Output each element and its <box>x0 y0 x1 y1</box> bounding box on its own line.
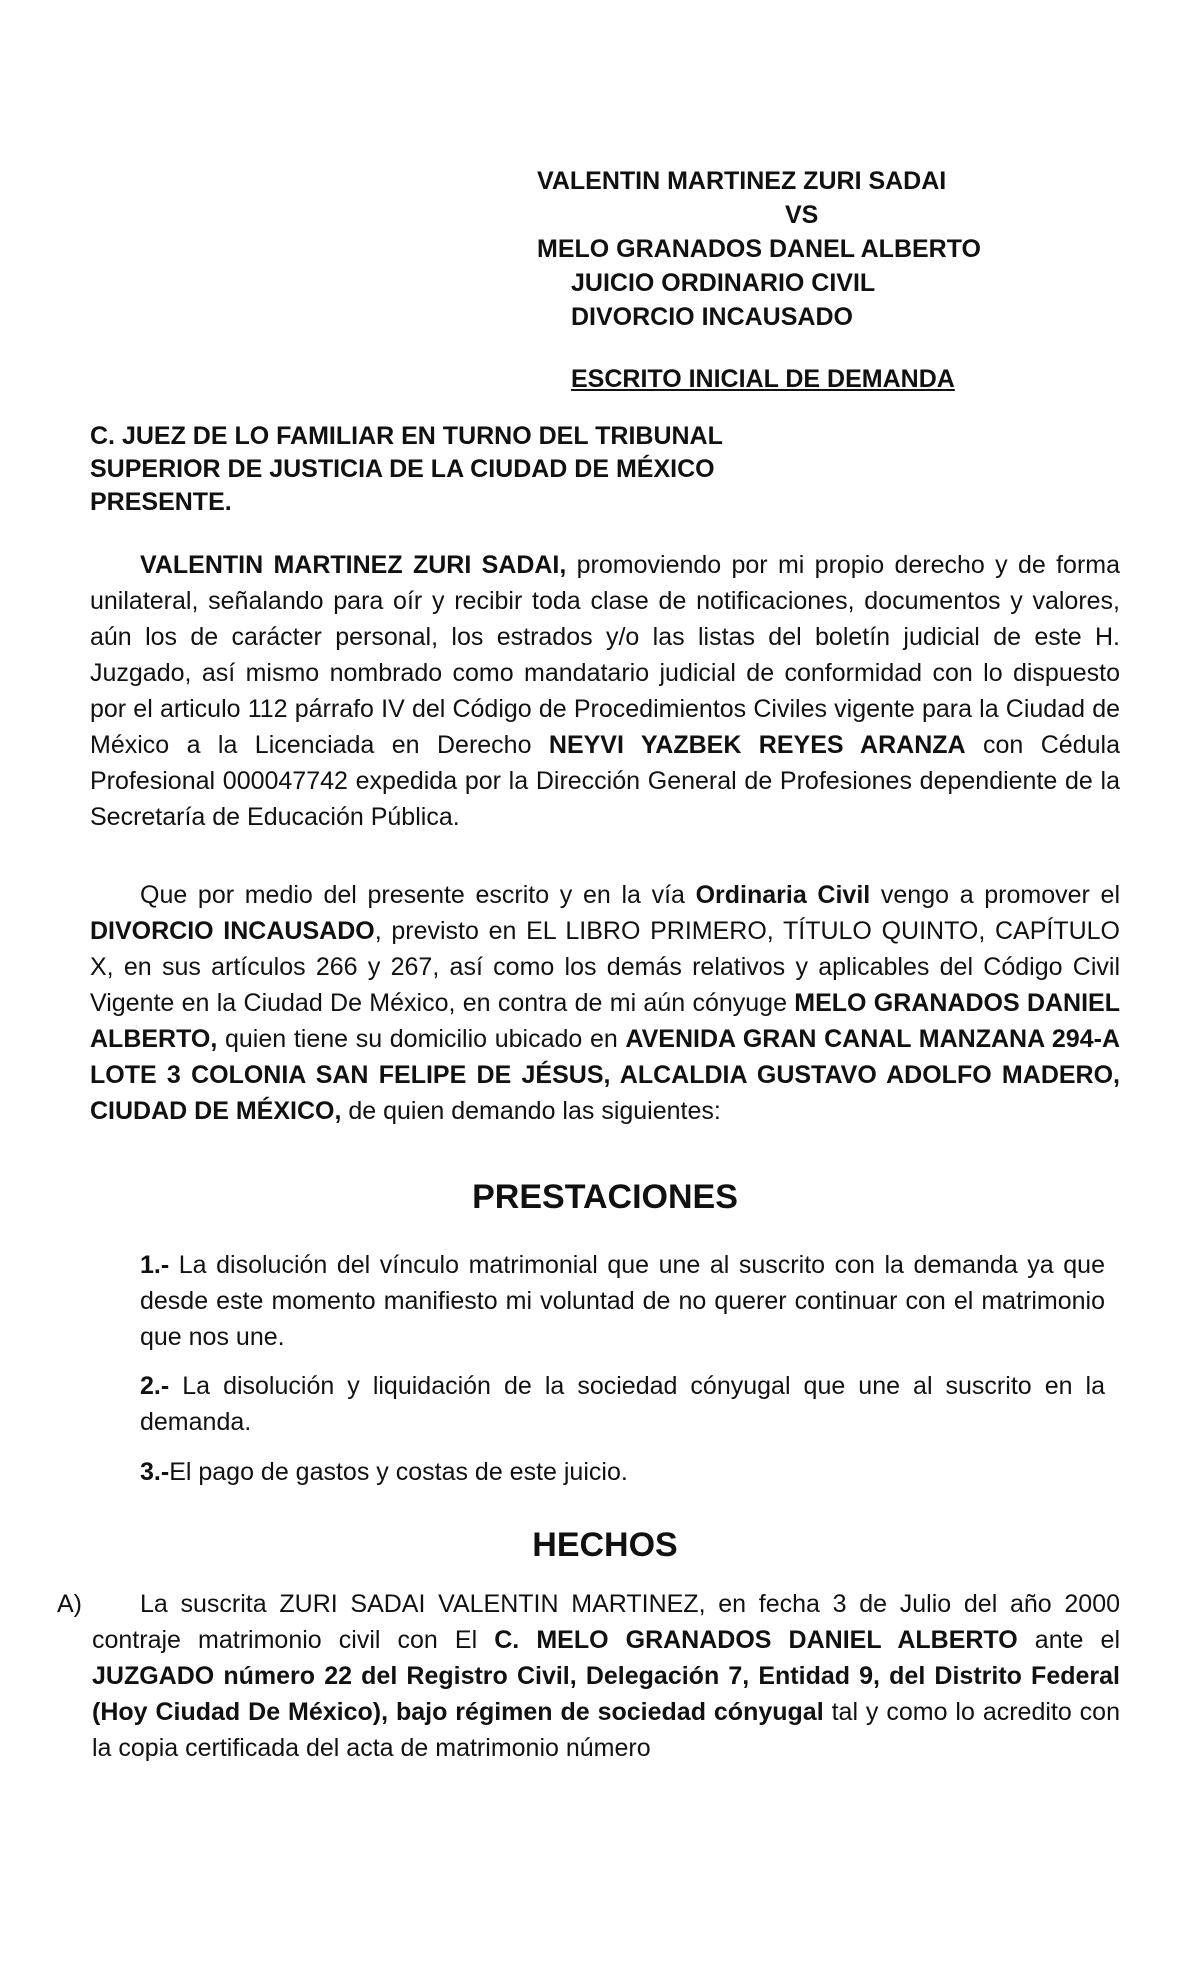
addressee-line-1: C. JUEZ DE LO FAMILIAR EN TURNO DEL TRIBUNAL <box>90 422 723 450</box>
document-type: ESCRITO INICIAL DE DEMANDA <box>571 365 955 393</box>
plaintiff-name: VALENTIN MARTINEZ ZURI SADAI <box>537 167 947 195</box>
claim-text-5: de quien demando las siguientes: <box>341 1097 721 1125</box>
intro-name: VALENTIN MARTINEZ ZURI SADAI, <box>140 551 567 579</box>
prestacion-item <box>140 1454 1105 1490</box>
fact-text-1: La suscrita ZURI SADAI VALENTIN MARTINEZ, en fecha 3 de Julio del año 2000 contraje matrimonio civil con El <box>92 1590 1120 1654</box>
claim-bold-2: DIVORCIO INCAUSADO <box>90 917 375 945</box>
trial-type: JUICIO ORDINARIO CIVIL <box>571 269 876 297</box>
prestacion-text: El pago de gastos y costas de este juicio. <box>169 1458 628 1486</box>
claim-paragraph <box>90 877 1120 1129</box>
addressee-line-2: SUPERIOR DE JUSTICIA DE LA CIUDAD DE MÉXICO <box>90 455 715 483</box>
claim-text-4: quien tiene su domicilio ubicado en <box>217 1025 626 1053</box>
intro-paragraph <box>90 547 1120 835</box>
defendant-name: MELO GRANADOS DANEL ALBERTO <box>537 235 981 263</box>
fact-bold-1: C. MELO GRANADOS DANIEL ALBERTO <box>494 1626 1018 1654</box>
claim-address: AVENIDA GRAN CANAL MANZANA 294-A LOTE 3 COLONIA SAN FELIPE DE JÉSUS, ALCALDIA GUSTAVO ADOLFO MADERO, CIUDAD DE MÉXICO, <box>90 1025 1120 1125</box>
fact-label: A) <box>57 1590 82 1618</box>
fact-text-3: tal y como lo acredito con la copia certificada del acta de matrimonio número <box>92 1698 1120 1762</box>
intro-text-2: con Cédula Profesional 000047742 expedida por la Dirección General de Profesiones dependiente de la Secretaría de Educación Pública. <box>90 731 1120 831</box>
intro-text-1: promoviendo por mi propio derecho y de forma unilateral, señalando para oír y recibir toda clase de notificaciones, documentos y valores, aún los de carácter personal, los estrados y/o las listas del boletín judicial de este H. Juzgado, así mismo nombrado como mandatario judicial de conformidad con lo dispuesto por el articulo 112 párrafo IV del Código de Procedimientos Civiles vigente para la Ciudad de México a la Licenciada en Derecho <box>90 551 1120 759</box>
versus-label: VS <box>785 201 819 229</box>
prestacion-item <box>140 1368 1105 1440</box>
prestacion-number: 1.- <box>140 1251 170 1279</box>
fact-text-2: ante el <box>1017 1626 1120 1654</box>
attorney-name: NEYVI YAZBEK REYES ARANZA <box>548 731 966 759</box>
hechos-title: HECHOS <box>532 1526 678 1564</box>
divorce-type: DIVORCIO INCAUSADO <box>571 303 853 331</box>
claim-text-1: Que por medio del presente escrito y en la vía <box>140 881 696 909</box>
claim-text-2: vengo a promover el <box>870 881 1120 909</box>
claim-bold-1: Ordinaria Civil <box>695 881 871 909</box>
prestacion-text: La disolución del vínculo matrimonial que une al suscrito con la demanda ya que desde este momento manifiesto mi voluntad de no querer continuar con el matrimonio que nos une. <box>140 1251 1105 1351</box>
claim-text-3: , previsto en EL LIBRO PRIMERO, TÍTULO QUINTO, CAPÍTULO X, en sus artículos 266 y 267, así como los demás relativos y aplicables del Código Civil Vigente en la Ciudad De México, en contra de mi aún cónyuge <box>90 917 1120 1017</box>
case-caption <box>537 164 1097 396</box>
prestacion-number: 2.- <box>140 1372 170 1400</box>
addressee-block <box>90 420 810 519</box>
claim-bold-3: MELO GRANADOS DANIEL ALBERTO, <box>90 989 1120 1053</box>
fact-bold-2: JUZGADO número 22 del Registro Civil, Delegación 7, Entidad 9, del Distrito Federal (Hoy Ciudad De México), bajo régimen de sociedad cónyugal <box>92 1662 1120 1726</box>
addressee-line-3: PRESENTE. <box>90 488 232 516</box>
prestacion-item <box>140 1247 1105 1355</box>
prestaciones-title: PRESTACIONES <box>472 1178 738 1216</box>
fact-paragraph <box>92 1586 1120 1766</box>
prestacion-number: 3.- <box>140 1458 170 1486</box>
prestacion-text: La disolución y liquidación de la sociedad cónyugal que une al suscrito en la demanda. <box>140 1372 1105 1436</box>
